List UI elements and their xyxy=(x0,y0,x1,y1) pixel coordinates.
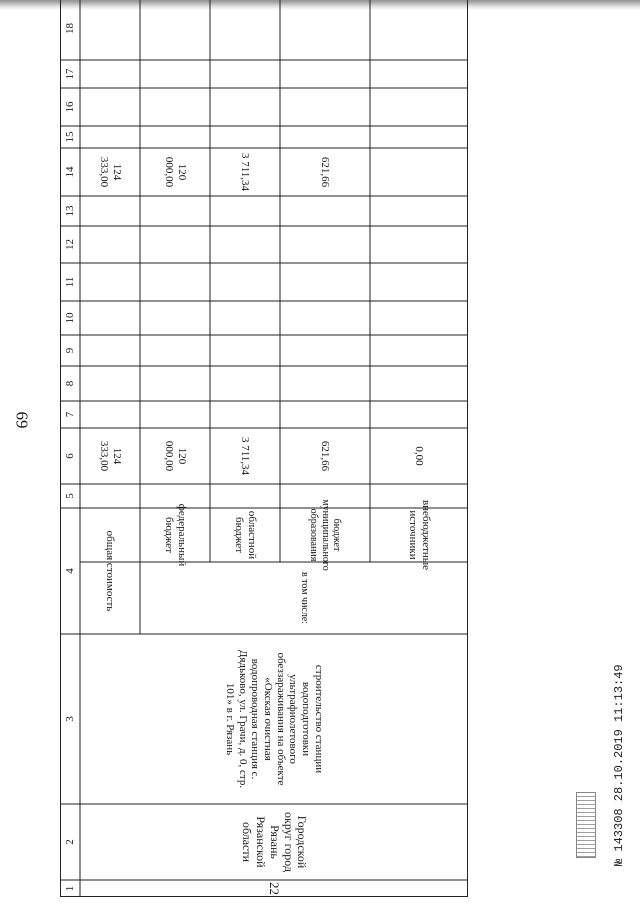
object-description: строительство станции водоподготовки ультрафиолетового обеззараживания на объекте «Окская очистная водопроводная станция с. Дядьково, ул. Грачи, д. 0, стр. 101» в г. Рязань xyxy=(224,649,325,789)
value-col14: 120 000,00 xyxy=(163,156,188,188)
source-label: бюджет муниципального образования xyxy=(308,499,343,571)
investment-table xyxy=(60,0,468,897)
value-col6: 0,00 xyxy=(413,446,426,466)
registration-seal-icon xyxy=(576,792,596,858)
col-number: 15 xyxy=(63,131,76,143)
total-value-col14: 124 333,00 xyxy=(98,156,123,188)
row-number: 22 xyxy=(267,882,283,895)
col-number: 12 xyxy=(63,239,76,250)
col-number: 1 xyxy=(63,885,76,892)
value-col6: 3 711,34 xyxy=(239,436,252,476)
page-number: 69 xyxy=(12,411,32,429)
col-number: 11 xyxy=(63,276,76,288)
source-label: внебюджетные источники xyxy=(407,499,432,571)
col-number: 13 xyxy=(63,205,76,217)
value-col14: 621,66 xyxy=(319,156,332,188)
value-col6: 120 000,00 xyxy=(163,440,188,472)
col-number: 16 xyxy=(63,101,76,113)
total-value-col6: 124 333,00 xyxy=(98,440,123,472)
total-cost-label: общая стоимость xyxy=(104,530,117,612)
col-number: 10 xyxy=(63,312,76,324)
municipality-name: Городской округ город Рязань Рязанской области xyxy=(240,812,310,872)
col-number: 5 xyxy=(63,493,76,499)
col-number: 6 xyxy=(63,453,76,459)
source-label: областной бюджет xyxy=(233,510,258,560)
col-number: 4 xyxy=(63,568,76,574)
including-label: в том числе: xyxy=(298,571,310,625)
value-col14 xyxy=(370,148,468,196)
col-number: 9 xyxy=(63,347,76,354)
col-number: 3 xyxy=(63,716,76,722)
col-number: 14 xyxy=(63,166,76,178)
col-number: 18 xyxy=(63,23,76,34)
registration-stamp: № 143308 28.10.2019 11:13:49 xyxy=(612,664,626,866)
source-label: федеральный бюджет xyxy=(163,503,188,567)
col-number: 7 xyxy=(63,411,76,418)
col-number: 8 xyxy=(63,380,76,387)
col-number: 2 xyxy=(63,839,76,845)
value-col6: 621,66 xyxy=(319,440,332,472)
value-col14: 3 711,34 xyxy=(239,152,252,192)
col-number: 17 xyxy=(63,68,76,80)
